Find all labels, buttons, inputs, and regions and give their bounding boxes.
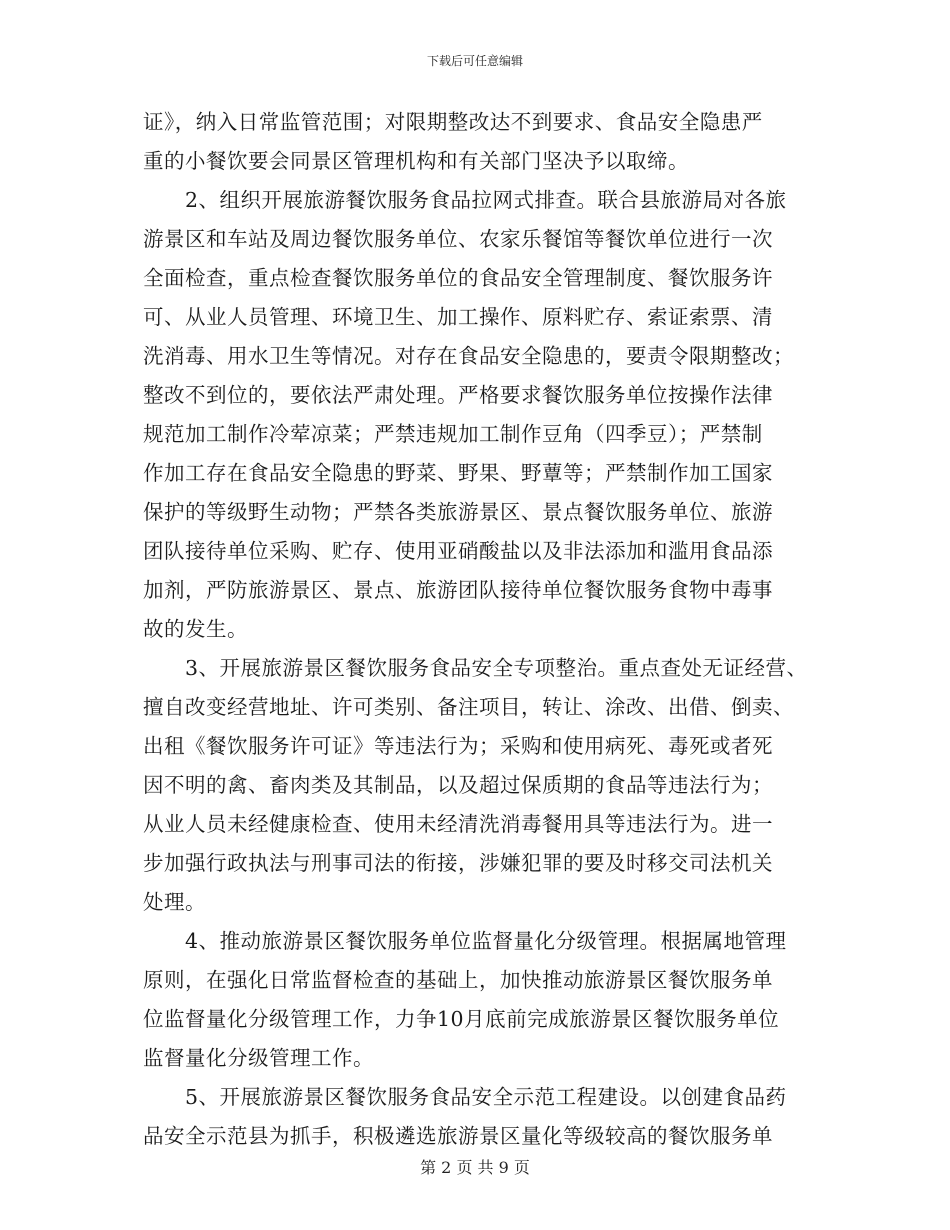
text-line: 原则，在强化日常监督检查的基础上，加快推动旅游景区餐饮服务单: [143, 968, 773, 992]
text-line: 故的发生。: [143, 617, 248, 641]
text-line: 擅自改变经营地址、许可类别、备注项目，转让、涂改、出借、倒卖、: [143, 695, 794, 719]
page-header-note: 下载后可任意编辑: [426, 54, 523, 68]
text-line: 规范加工制作冷荤凉菜；严禁违规加工制作豆角（四季豆）；严禁制: [143, 422, 763, 446]
text-line: 位监督量化分级管理工作，力争10月底前完成旅游景区餐饮服务单位: [143, 1007, 780, 1031]
text-line: 可、从业人员管理、环境卫生、加工操作、原料贮存、索证索票、清: [143, 305, 773, 329]
text-line: 作加工存在食品安全隐患的野菜、野果、野蕈等；严禁制作加工国家: [143, 461, 773, 485]
text-line: 5、开展旅游景区餐饮服务食品安全示范工程建设。以创建食品药: [143, 1085, 787, 1109]
text-line: 保护的等级野生动物；严禁各类旅游景区、景点餐饮服务单位、旅游: [143, 500, 773, 524]
text-line: 加剂，严防旅游景区、景点、旅游团队接待单位餐饮服务食物中毒事: [143, 578, 773, 602]
text-line: 整改不到位的，要依法严肃处理。严格要求餐饮服务单位按操作法律: [143, 383, 773, 407]
text-line: 证》，纳入日常监管范围；对限期整改达不到要求、食品安全隐患严: [143, 110, 763, 134]
text-line: 洗消毒、用水卫生等情况。对存在食品安全隐患的，要责令限期整改；: [143, 344, 794, 368]
text-line: 重的小餐饮要会同景区管理机构和有关部门坚决予以取缔。: [143, 149, 689, 173]
text-line: 从业人员未经健康检查、使用未经清洗消毒餐用具等违法行为。进一: [143, 812, 773, 836]
text-line: 因不明的禽、畜肉类及其制品，以及超过保质期的食品等违法行为；: [143, 773, 773, 797]
text-line: 全面检查，重点检查餐饮服务单位的食品安全管理制度、餐饮服务许: [143, 266, 773, 290]
text-line: 2、组织开展旅游餐饮服务食品拉网式排查。联合县旅游局对各旅: [143, 188, 787, 212]
text-line: 团队接待单位采购、贮存、使用亚硝酸盐以及非法添加和滥用食品添: [143, 539, 773, 563]
text-line: 4、推动旅游景区餐饮服务单位监督量化分级管理。根据属地管理: [143, 929, 787, 953]
text-line: 品安全示范县为抓手，积极遴选旅游景区量化等级较高的餐饮服务单: [143, 1124, 773, 1148]
text-line: 步加强行政执法与刑事司法的衔接，涉嫌犯罪的要及时移交司法机关: [143, 851, 773, 875]
text-line: 监督量化分级管理工作。: [143, 1046, 374, 1070]
text-line: 处理。: [143, 890, 206, 914]
text-line: 3、开展旅游景区餐饮服务食品安全专项整治。重点查处无证经营、: [143, 656, 808, 680]
document-body: [143, 103, 823, 1156]
page-number: 第 2 页 共 9 页: [420, 1158, 530, 1177]
text-line: 出租《餐饮服务许可证》等违法行为；采购和使用病死、毒死或者死: [143, 734, 773, 758]
text-line: 游景区和车站及周边餐饮服务单位、农家乐餐馆等餐饮单位进行一次: [143, 227, 773, 251]
